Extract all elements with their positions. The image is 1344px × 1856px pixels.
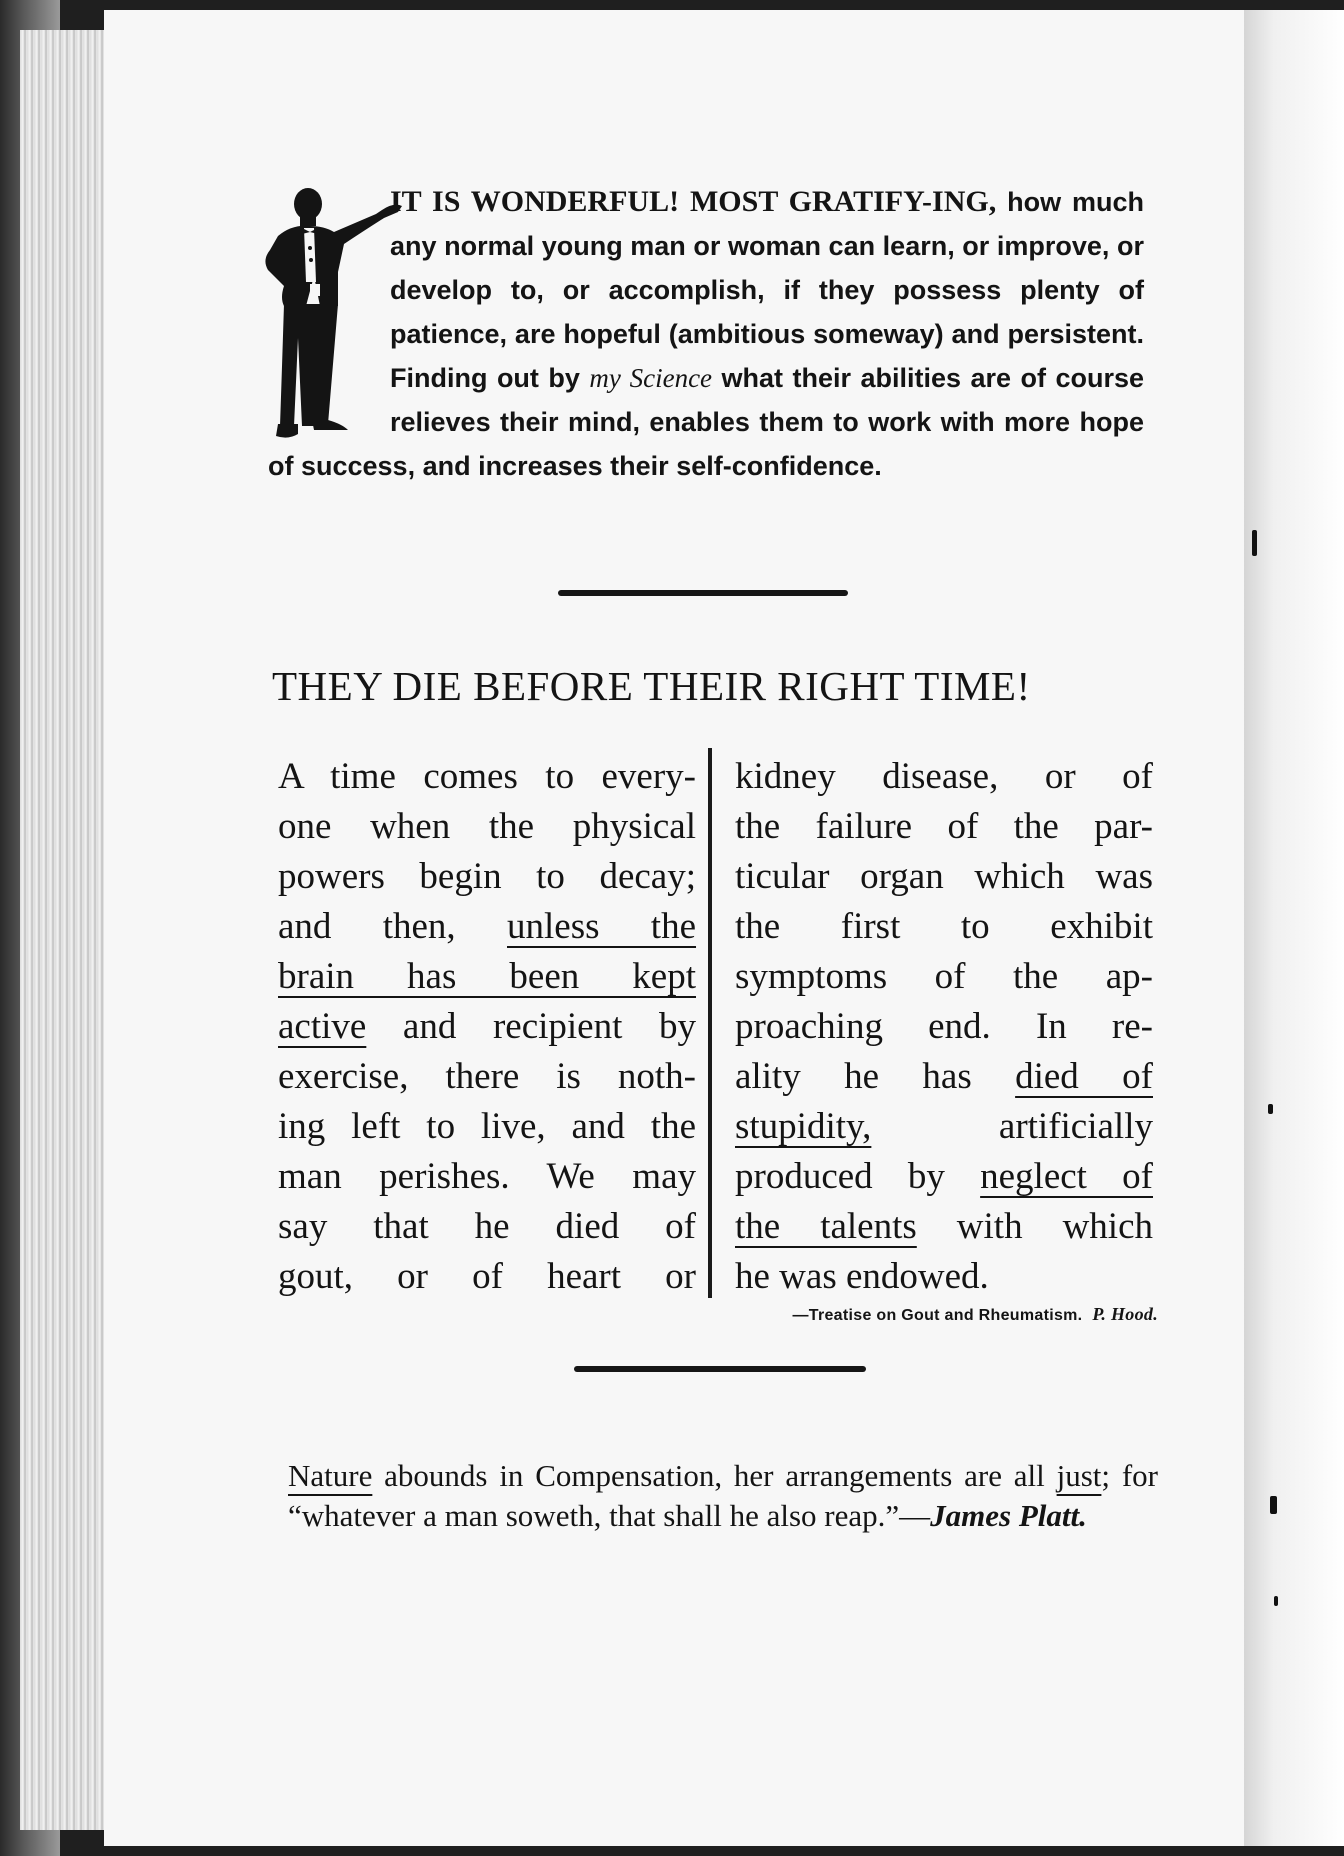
column-line	[735, 1152, 1153, 1202]
line-segment: ality he has	[735, 1056, 1016, 1097]
column-line	[735, 1102, 1153, 1152]
underlined-phrase: active	[278, 1006, 367, 1047]
closing-quote	[288, 1456, 1158, 1536]
column-line: ticular organ which was	[735, 856, 1153, 897]
column-divider	[708, 748, 712, 1298]
underlined-phrase: died of	[1015, 1056, 1153, 1097]
margin-mark	[1274, 1596, 1278, 1606]
column-line: he was endowed.	[735, 1256, 989, 1297]
intro-section	[268, 180, 1144, 488]
line-segment: with which	[916, 1206, 1153, 1247]
margin-mark	[1270, 1496, 1277, 1514]
section-divider	[574, 1366, 866, 1372]
column-line	[735, 1052, 1153, 1102]
column-left	[278, 752, 696, 1302]
underlined-phrase: stupidity,	[735, 1106, 872, 1147]
column-line	[278, 1002, 696, 1052]
attribution-author: P. Hood.	[1092, 1304, 1158, 1324]
headline: THEY DIE BEFORE THEIR RIGHT TIME!	[272, 663, 1031, 709]
column-line: powers begin to decay;	[278, 856, 696, 897]
closing-author: James Platt.	[930, 1498, 1087, 1533]
attribution-source: —Treatise on Gout and Rheumatism.	[792, 1307, 1083, 1324]
underlined-phrase: neglect of	[980, 1156, 1153, 1197]
column-line: gout, or of heart or	[278, 1256, 696, 1297]
closing-text: ; for “whatever a man soweth, that shall he also reap.”—	[288, 1458, 1158, 1533]
column-line	[278, 952, 696, 1002]
underlined-phrase: Nature	[288, 1458, 373, 1493]
intro-body: how much any normal young man or woman can learn, or improve, or develop to, or accomplish, if they possess plenty of patience, are hopeful (ambitious someway) and persistent. Finding out by	[390, 187, 1144, 393]
line-segment: and recipient by	[366, 1006, 696, 1047]
intro-paragraph	[268, 180, 1144, 488]
intro-body-continued: what their abilities are of course relieves their mind, enables them to work with more hope of success, and increases their self-confidence.	[268, 363, 1145, 481]
column-line: one when the physical	[278, 806, 696, 847]
column-line: the failure of the par-	[735, 806, 1153, 847]
line-segment: and then,	[278, 906, 507, 947]
margin-mark	[1268, 1104, 1273, 1114]
column-line: say that he died of	[278, 1206, 696, 1247]
column-line	[278, 902, 696, 952]
margin-mark	[1252, 530, 1257, 556]
underlined-phrase: the talents	[735, 1206, 917, 1247]
line-segment: artificially	[871, 1106, 1153, 1147]
column-line: kidney disease, or of	[735, 756, 1153, 797]
underlined-phrase: just	[1056, 1458, 1102, 1493]
column-line: A time comes to every-	[278, 756, 696, 797]
column-line: proaching end. In re-	[735, 1006, 1153, 1047]
intro-emphasis: my Science	[589, 363, 713, 393]
underlined-phrase: brain has been kept	[278, 956, 696, 997]
column-right	[735, 752, 1153, 1302]
section-divider	[558, 590, 848, 596]
underlined-phrase: unless the	[507, 906, 697, 947]
column-line: the first to exhibit	[735, 906, 1153, 947]
column-line	[735, 1202, 1153, 1252]
page-edges-right	[1244, 10, 1344, 1846]
column-line: symptoms of the ap-	[735, 956, 1153, 997]
column-line: man perishes. We may	[278, 1156, 696, 1197]
closing-text: abounds in Compensation, her arrangements are all	[372, 1458, 1057, 1493]
intro-opening: IT IS WONDERFUL! MOST GRATIFY-ING,	[390, 185, 997, 218]
column-line: exercise, there is noth-	[278, 1056, 696, 1097]
column-line: ing left to live, and the	[278, 1106, 696, 1147]
line-segment: produced by	[735, 1156, 981, 1197]
attribution	[600, 1304, 1158, 1325]
